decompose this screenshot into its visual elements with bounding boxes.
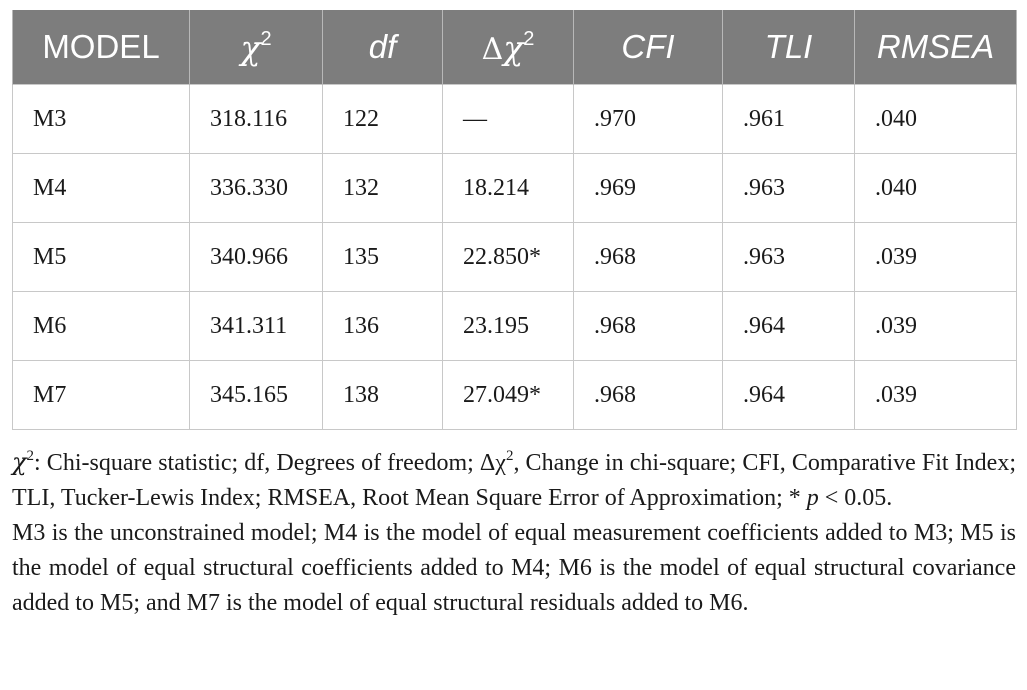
note-delta-superscript: 2: [505, 448, 514, 464]
cell-delta-chi-square: —: [443, 85, 574, 154]
table-footnotes: [12, 439, 1016, 621]
note-chi-symbol: χ: [12, 448, 27, 476]
cell-delta-chi-square: 22.850*: [443, 223, 574, 292]
cell-tli: .963: [723, 154, 855, 223]
header-rmsea: [855, 10, 1017, 85]
header-chi-symbol: χ: [240, 27, 261, 67]
cell-delta-chi-square: 23.195: [443, 292, 574, 361]
header-tli-label: TLI: [764, 28, 813, 65]
cell-cfi: .969: [574, 154, 723, 223]
cell-tli: .963: [723, 223, 855, 292]
cell-tli: .961: [723, 85, 855, 154]
cell-model: M7: [13, 361, 190, 430]
cell-tli: .964: [723, 292, 855, 361]
cell-model: M5: [13, 223, 190, 292]
header-rmsea-label: RMSEA: [876, 28, 995, 65]
header-df-label: df: [368, 28, 397, 65]
cell-df: 132: [323, 154, 443, 223]
table-row: [13, 85, 1017, 154]
cell-chi-square: 318.116: [190, 85, 323, 154]
header-cfi-label: CFI: [621, 28, 675, 65]
cell-chi-square: 336.330: [190, 154, 323, 223]
models-description-note: M3 is the unconstrained model; M4 is the model of equal measurement coefficients added to M3; M5 is the model of equal structural coefficients added to M4; M6 is the model of equal structural covariance added to M5; and M7 is the model of equal structural residuals added to M6.: [12, 520, 1016, 616]
cell-cfi: .968: [574, 361, 723, 430]
cell-delta-chi-square: 27.049*: [443, 361, 574, 430]
note-abbrev-text-1: : Chi-square statistic; df, Degrees of freedom; Δχ: [34, 450, 506, 476]
note-abbrev-text-2: , Change in chi-square; CFI, Comparative Fit Index; TLI, Tucker-Lewis Index; RMSEA, Root Mean Square Error of Approximation; *: [12, 450, 1017, 511]
table-header: [13, 10, 1017, 85]
cell-rmsea: .039: [855, 223, 1017, 292]
cell-model: M4: [13, 154, 190, 223]
cell-rmsea: .039: [855, 292, 1017, 361]
model-comparison-table: [12, 10, 1017, 430]
cell-tli: .964: [723, 361, 855, 430]
cell-chi-square: 340.966: [190, 223, 323, 292]
cell-cfi: .968: [574, 223, 723, 292]
cell-rmsea: .040: [855, 85, 1017, 154]
cell-delta-chi-square: 18.214: [443, 154, 574, 223]
cell-chi-square: 345.165: [190, 361, 323, 430]
table-row: [13, 361, 1017, 430]
cell-df: 122: [323, 85, 443, 154]
note-p-symbol: p: [806, 485, 819, 511]
model-comparison-table-container: [12, 10, 1016, 430]
cell-rmsea: .039: [855, 361, 1017, 430]
header-chi-superscript: 2: [260, 27, 272, 50]
abbreviations-note: [12, 439, 1016, 516]
header-delta-chi-superscript: 2: [523, 27, 535, 50]
header-df: [323, 10, 443, 85]
cell-model: M3: [13, 85, 190, 154]
cell-model: M6: [13, 292, 190, 361]
note-chi-superscript: 2: [26, 448, 35, 464]
header-model: [13, 10, 190, 85]
table-body: [13, 85, 1017, 430]
cell-chi-square: 341.311: [190, 292, 323, 361]
cell-cfi: .970: [574, 85, 723, 154]
header-row: [13, 10, 1017, 85]
header-delta-symbol: Δ: [481, 31, 504, 67]
cell-cfi: .968: [574, 292, 723, 361]
table-row: [13, 223, 1017, 292]
header-tli: [723, 10, 855, 85]
table-row: [13, 292, 1017, 361]
note-abbrev-text-3: < 0.05.: [818, 485, 893, 511]
header-cfi: [574, 10, 723, 85]
header-delta-chi-symbol: χ: [503, 27, 524, 67]
cell-df: 138: [323, 361, 443, 430]
header-chi-square: [190, 10, 323, 85]
cell-df: 136: [323, 292, 443, 361]
table-row: [13, 154, 1017, 223]
header-delta-chi-square: [443, 10, 574, 85]
header-model-label: MODEL: [42, 28, 160, 65]
cell-df: 135: [323, 223, 443, 292]
cell-rmsea: .040: [855, 154, 1017, 223]
